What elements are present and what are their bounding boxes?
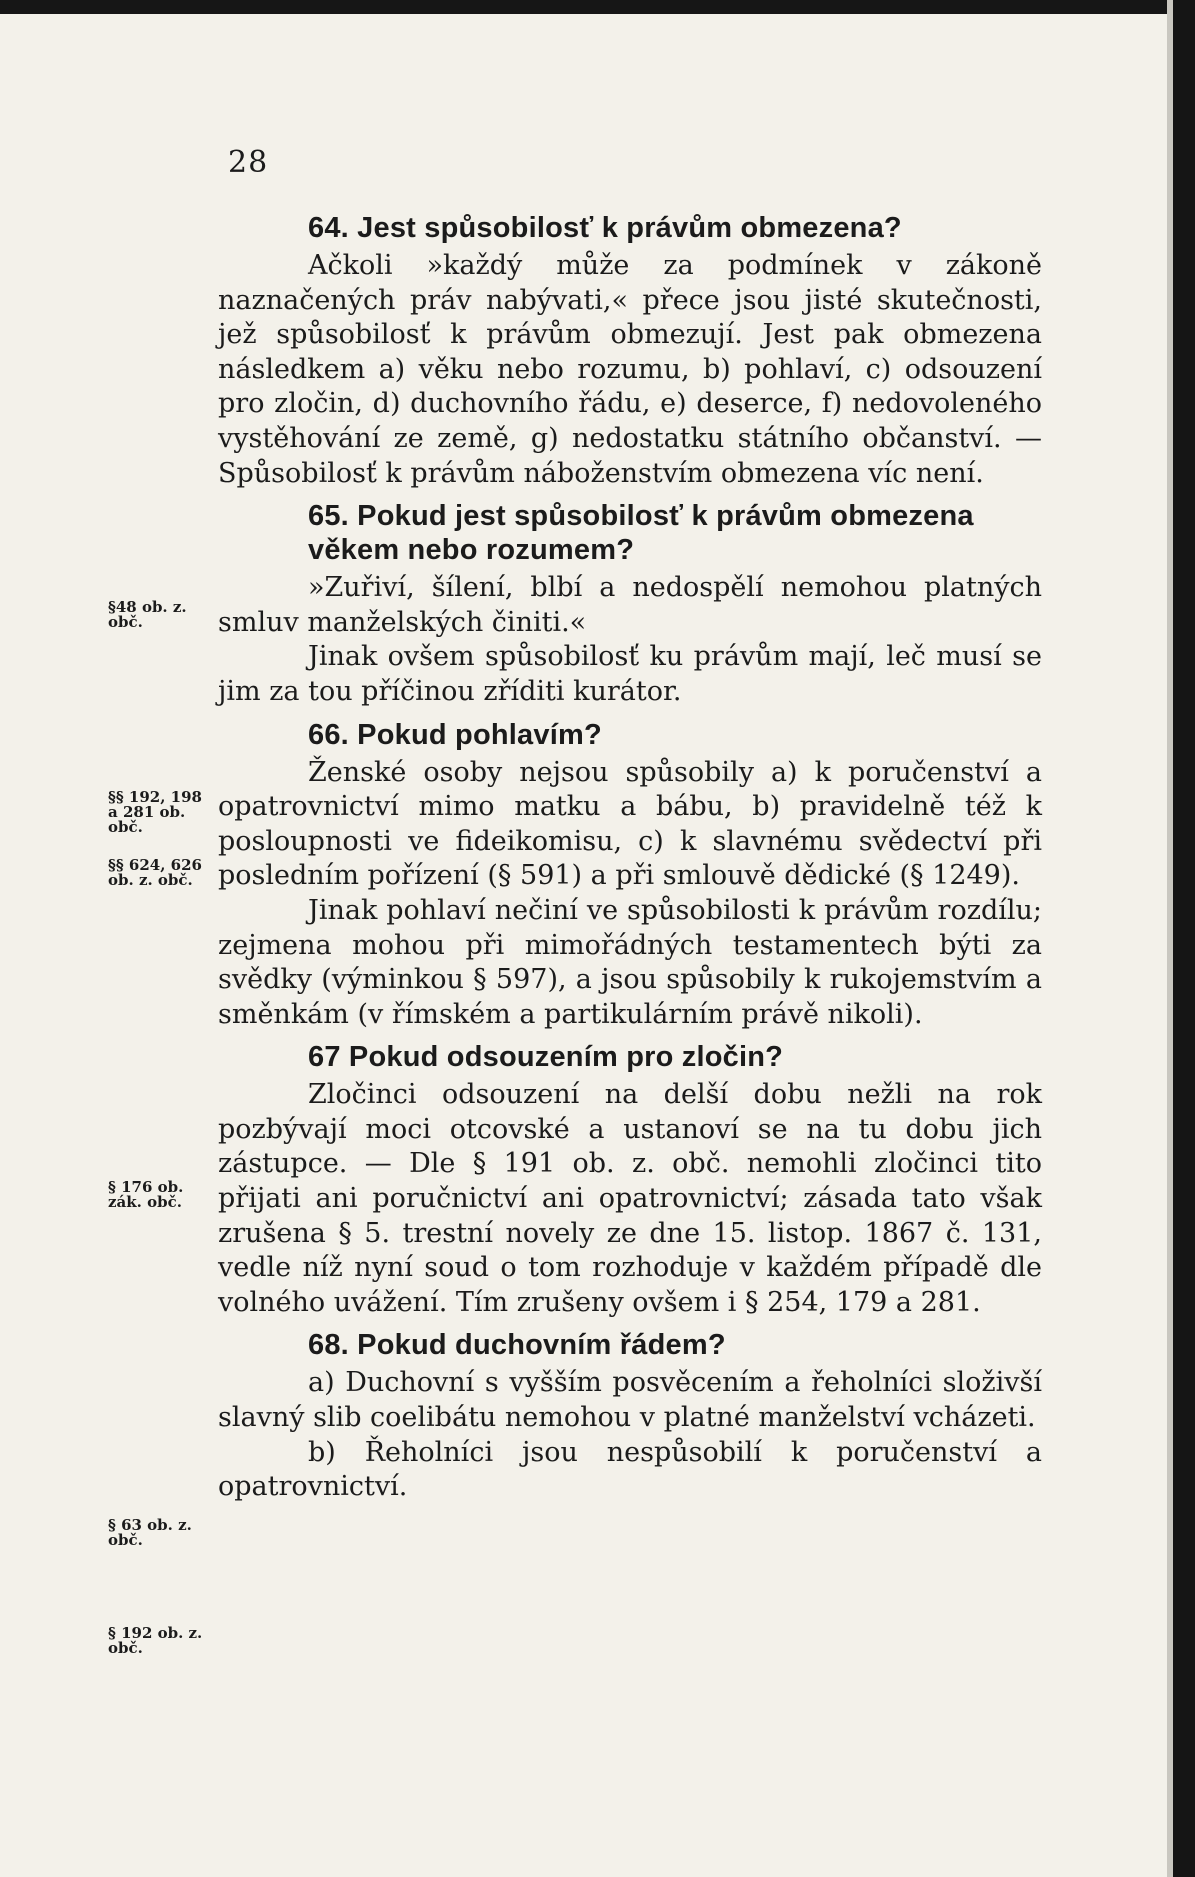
- page-content: [218, 205, 1042, 1505]
- margin-note-s68-1: § 63 ob. z. obč.: [108, 1516, 192, 1549]
- section-text-64: Ačkoli »každý může za podmínek v zákoně naznačených práv nabývati,« přece jsou jisté skutečnosti, jež spůsobilosť k právům obmezují. Jest pak obmezena následkem a) věku nebo rozumu, b) pohlaví, c) odsouzení pro zločin, d) duchovního řádu, e) deserce, f) nedovoleného vystěhování ze země, g) nedostatku státního občanství. — Spůsobilosť k právům náboženstvím obmezena víc není.: [218, 250, 1042, 489]
- margin-note-s66-1: §§ 192, 198 a 281 ob. obč.: [108, 788, 202, 836]
- section-text-67: Zločinci odsouzení na delší dobu nežli na rok pozbývají moci otcovské a ustanoví se na tu dobu jich zástupce. — Dle § 191 ob. z. obč. nemohli zločinci tito přijati ani poručnictví ani opatrovnictví; zásada tato však zrušena § 5. trestní novely ze dne 15. listop. 1867 č. 131, vedle níž nyní soud o tom rozhoduje v každém případě dle volného uvážení. Tím zrušeny ovšem i § 254, 179 a 281.: [218, 1079, 1042, 1318]
- margin-note-s67: § 176 ob. zák. obč.: [108, 1178, 184, 1211]
- section-67: [218, 1040, 1042, 1320]
- section-64: [218, 211, 1042, 491]
- section-heading-68: 68. Pokud duchovním řádem?: [308, 1329, 726, 1362]
- section-text-66-a: Ženské osoby nejsou spůsobily a) k poručenství a opatrovnictví mimo matku a bábu, b) pravidelně též k posloupnosti ve fideikomisu, c) k slavnému svědectví při posledním pořízení (§ 591) a při smlouvě dědické (§ 1249).: [218, 756, 1042, 892]
- scan-edge-top: [0, 0, 1195, 14]
- section-text-66-b: Jinak pohlaví nečiní ve spůsobilosti k právům rozdílu; zejmena mohou při mimořádných testamentech býti za svědky (výminkou § 597), a jsou spůsobily k rukojemstvím a směnkám (v římském a partikulárním právě nikoli).: [218, 894, 1042, 1030]
- section-text-68-a: a) Duchovní s vyšším posvěcením a řeholníci složivší slavný slib coelibátu nemohou v platné manželství vcházeti.: [218, 1367, 1042, 1434]
- margin-note-s65: §48 ob. z. obč.: [108, 598, 187, 631]
- section-66: [218, 718, 1042, 1033]
- section-heading-66: 66. Pokud pohlavím?: [308, 718, 602, 751]
- margin-note-s68-2: § 192 ob. z. obč.: [108, 1624, 203, 1657]
- section-65: [218, 499, 1042, 709]
- page-number: 28: [228, 145, 269, 180]
- scan-edge-right: [1173, 0, 1195, 1877]
- section-heading-64: 64. Jest spůsobilosť k právům obmezena?: [308, 212, 902, 244]
- section-text-65-a: »Zuřiví, šílení, blbí a nedospělí nemohou platných smluv manželských činiti.«: [218, 572, 1042, 638]
- margin-note-s66-2: §§ 624, 626 ob. z. obč.: [108, 856, 202, 889]
- section-heading-67: 67 Pokud odsouzením pro zločin?: [308, 1041, 784, 1074]
- section-text-65-b: Jinak ovšem spůsobilosť ku právům mají, leč musí se jim za tou příčinou zříditi kurátor.: [218, 641, 1042, 707]
- section-68: [218, 1328, 1042, 1504]
- section-text-68-b: b) Řeholníci jsou nespůsobilí k poručenství a opatrovnictví.: [218, 1436, 1042, 1503]
- section-heading-65: 65. Pokud jest spůsobilosť k právům obmezena věkem nebo rozumem?: [308, 500, 974, 567]
